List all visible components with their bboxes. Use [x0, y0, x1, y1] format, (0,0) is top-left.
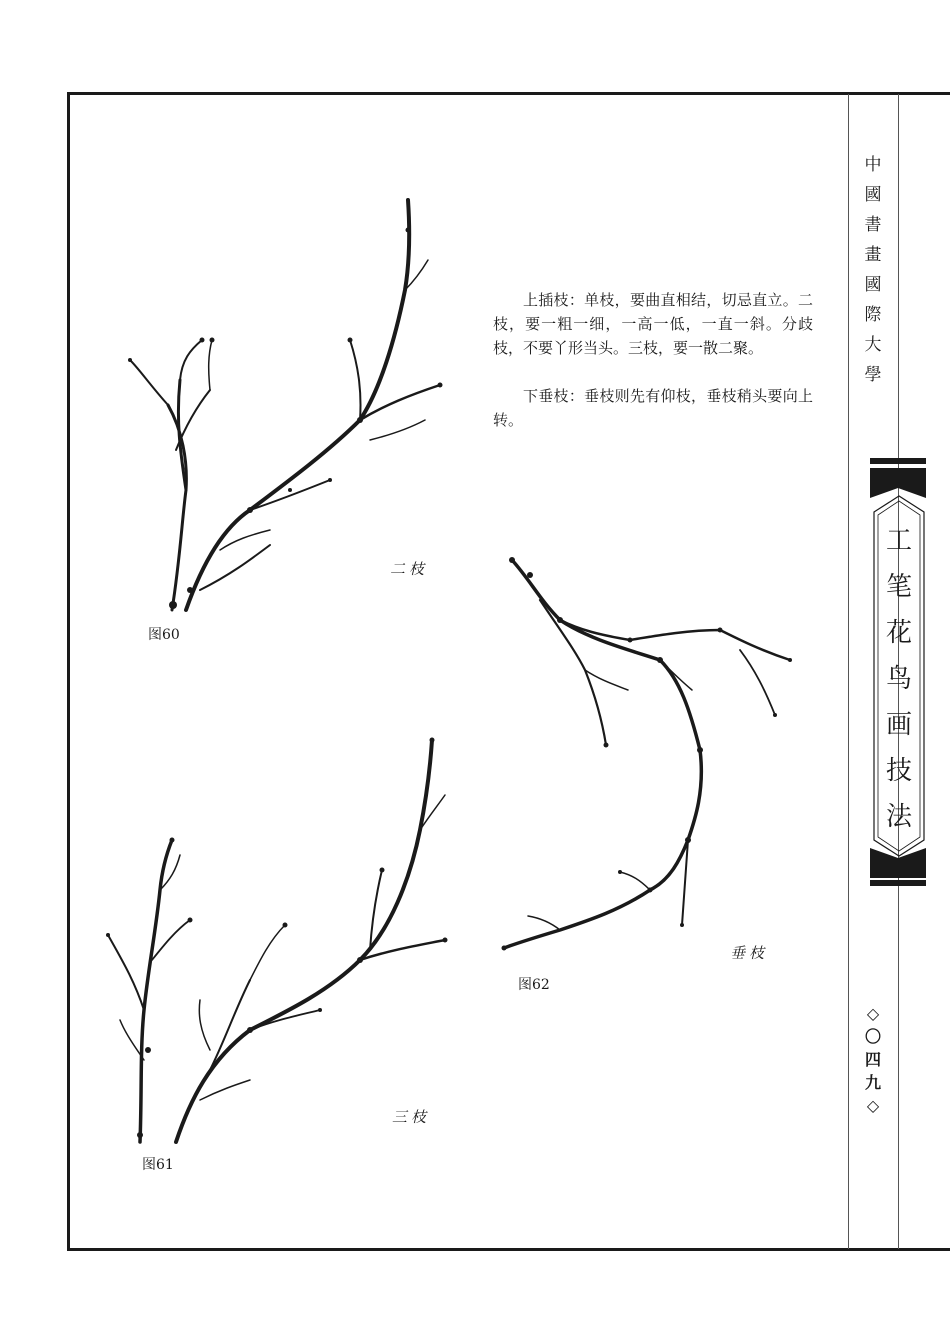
figure-60-illustration [110, 190, 450, 620]
title-bar-bottom [870, 880, 926, 886]
page-number: ◇ 〇 四 九 ◇ [864, 1004, 881, 1115]
title-bar-top [870, 458, 926, 464]
figure-62-illustration [500, 550, 820, 970]
figure-61-label: 三枝 [392, 1108, 431, 1126]
paragraph-upward-branch: 上插枝：单枝，要曲直相结，切忌直立。二枝，要一粗一细，一高一低，一直一斜。分歧枝，不要丫形当头。三枝，要一散二聚。 [493, 291, 813, 357]
book-title: 工 笔 花 鸟 画 技 法 [885, 526, 912, 832]
figure-60-label: 二枝 [390, 560, 429, 578]
figure-62-label: 垂枝 [730, 944, 769, 962]
series-title: 中 國 書 畫 國 際 大 學 [864, 155, 882, 385]
body-text [493, 288, 813, 432]
figure-61-illustration [100, 730, 460, 1150]
paragraph-drooping-branch: 下垂枝：垂枝则先有仰枝，垂枝稍头要向上转。 [493, 387, 813, 429]
figure-62-caption: 图62 [518, 977, 550, 993]
figure-61-caption: 图61 [142, 1157, 174, 1173]
figure-60-caption: 图60 [148, 627, 180, 643]
margin-rule-inner [848, 94, 849, 1249]
title-ornament-bottom [870, 848, 926, 878]
